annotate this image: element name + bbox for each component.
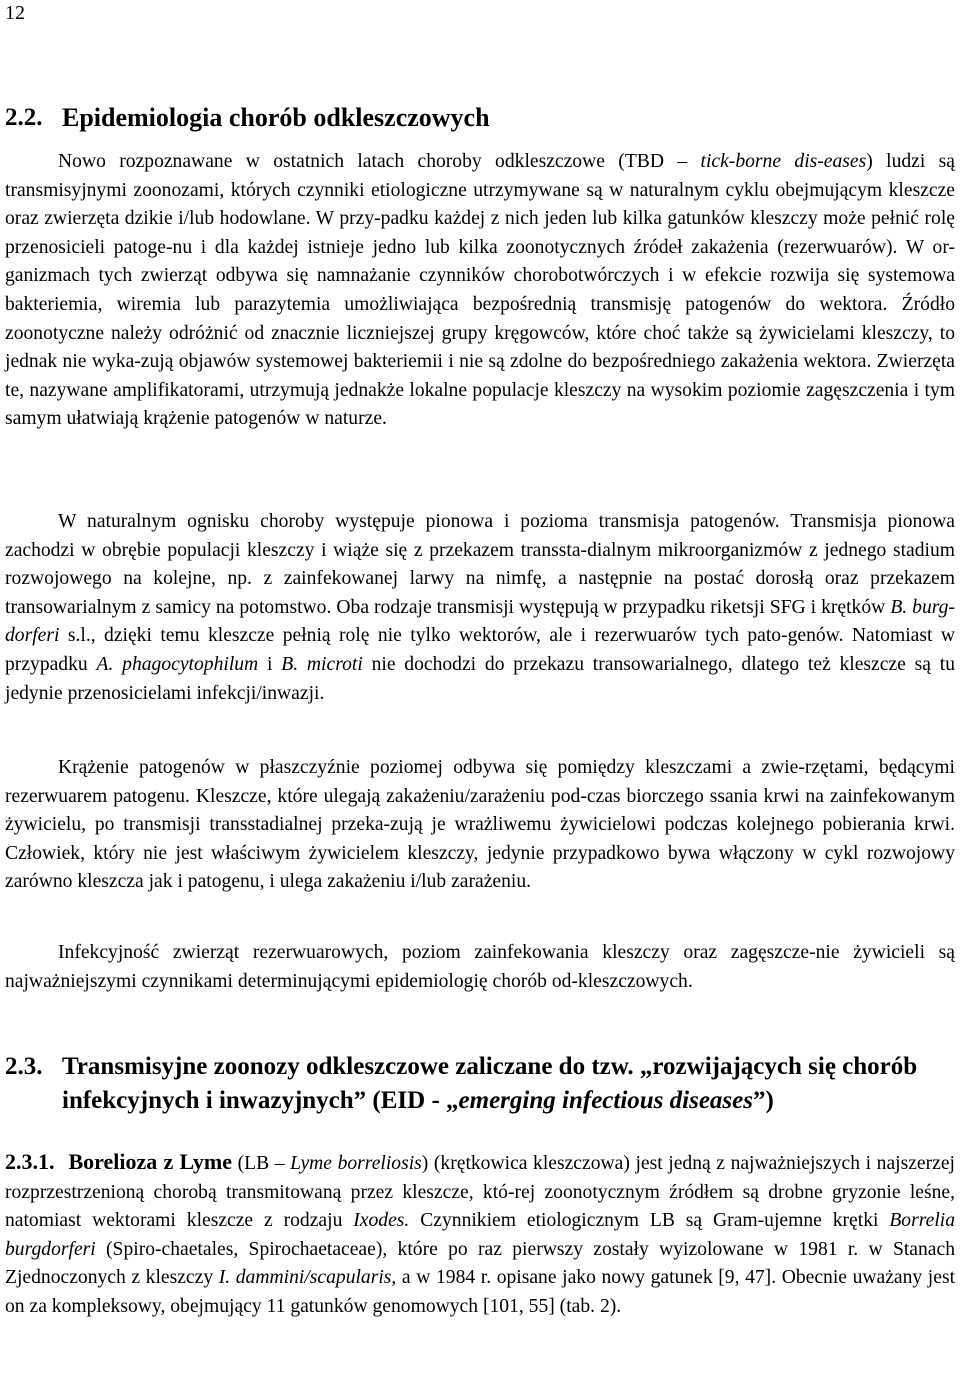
p2-text-e: i [258,653,282,675]
p3-text: Krążenie patogenów w płaszczyźnie poziomej odbywa się pomiędzy kleszczami a zwie-rzętami, będącymi rezerwuarem patogenu. Kleszcze, które ulegają zakażeniu/zarażeniu pod-czas biorczego ssania krwi na zainfekowanym żywicielu, po transmisji transstadialnej przeka-zują je wrażliwemu żywicielowi podczas kolejnego pobierania krwi. Człowiek, który nie jest właściwym żywicielem kleszczy, jedynie przypadkowo bywa włączony w cykl rozwojowy zarówno kleszcza jak i patogenu, i ulega zakażeniu i/lub zarażeniu. [5,757,955,893]
p2-species-b-burgdorferi: B. burg-dorferi [5,596,955,647]
p5-species-borrelia-burgdorferi: Borrelia burgdorferi [5,1210,956,1260]
section-title-text-c: ”) [752,1087,774,1114]
p5-genus-ixodes: Ixodes. [353,1210,410,1232]
paragraph-5 [5,1148,955,1322]
p1-term-tbd: tick-borne dis-eases [700,151,867,172]
p5-text-e: Czynnikiem etiologicznym LB są Gram-ujemne krętki [409,1210,890,1232]
p4-text: Infekcyjność zwierząt rezerwuarowych, poziom zainfekowania kleszczy oraz zagęszcze-nie żywicieli są najważniejszymi czynnikami determinującymi epidemiologię chorób od-kleszczowych. [5,942,955,992]
page-number: 12 [5,2,25,24]
p1-text-a: Nowo rozpoznawane w ostatnich latach choroby odkleszczowe (TBD – [58,151,701,172]
section-title: Epidemiologia chorób odkleszczowych [62,103,490,132]
section-heading-2-3 [5,1050,955,1118]
section-number: 2.3. [5,1053,43,1080]
p1-text-c: ) ludzi są transmisyjnymi zoonozami, których czynniki etiologiczne utrzymywane są w naturalnym cyklu obejmującym kleszcze oraz zwierzęta dzikie i/lub hodowlane. W przy-padku każdej z nich jeden lub kilka gatunków kleszczy może pełnić rolę przenosicieli patoge-nu i dla każdej istnieje jedno lub kilka zoonotycznych źródeł zakażenia (rezerwuarów). W or-ganizmach tych zwierząt odbywa się namnażanie czynników chorobotwórczych i w efekcie rozwija się systemowa bakteriemia, wiremia lub parazytemia umożliwiająca bezpośrednią transmisję patogenów do wektora. Źródło zoonotyczne należy odróżnić od znacznie liczniejszej grupy kręgowców, które choć także są żywicielami kleszczy, to jednak nie wyka-zują objawów systemowej bakteriemii i nie są zdolne do bezpośredniego zakażenia wektora. Zwierzęta te, nazywane amplifikatorami, utrzymują jednakże lokalne populacje kleszczy na wysokim poziomie zagęszczenia i tym samym ułatwiają krążenie patogenów w naturze. [5,151,955,430]
p5-text-i: a w 1984 r. opisane jako nowy gatunek [9, 47]. Obecnie uważany jest on za kompleksowy, obejmujący 11 gatunków genomowych [101, 55] (tab. 2). [5,1267,956,1317]
paragraph-4 [5,939,955,996]
p5-term-lyme-borreliosis: Lyme borreliosis [290,1153,422,1174]
subsection-title: Borelioza z Lyme [68,1149,232,1174]
p2-text-c: s.l., dzięki temu kleszcze pełnią rolę nie tylko wektorów, ale i rezerwuarów tych pato-genów. Natomiast w przypadku [5,625,955,675]
p5-species-i-dammini: I. dammini/scapularis, [218,1267,397,1289]
subsection-number: 2.3.1. [5,1149,55,1174]
section-title [5,1050,955,1118]
p5-text-a: (LB – [232,1153,291,1174]
section-number: 2.2. [5,104,43,131]
paragraph-3 [5,754,955,897]
p5-text-c: ) (krętkowica kleszczowa) jest jedną z najważniejszych i najszerzej rozprzestrzenioną chorobą transmitowaną przez kleszcze, któ-rej zoonotycznym źródłem są drobne gryzonie leśne, natomiast wektorami kleszcze z rodzaju [5,1153,955,1232]
p2-species-a-phagocytophilum: A. phagocytophilum [96,653,259,675]
paragraph-2 [5,508,955,708]
p2-species-b-microti: B. microti [281,653,363,675]
paragraph-1 [5,148,955,434]
p2-text-a: W naturalnym ognisku choroby występuje pionowa i pozioma transmisja patogenów. Transmisja pionowa zachodzi w obrębie populacji kleszczy i wiąże się z przekazem transsta-dialnym mikroorganizmów z jednego stadium rozwojowego na kolejne, np. z zainfekowanej larwy na nimfę, a następnie na postać dorosłą oraz przekazem transowarialnym z samicy na potomstwo. Oba rodzaje transmisji występują w przypadku riketsji SFG i krętków [5,511,955,618]
p2-text-g: nie dochodzi do przekazu transowarialnego, dlatego też kleszcze są tu jedynie przenosicielami infekcji/inwazji. [5,653,955,704]
section-title-text-a: Transmisyjne zoonozy odkleszczowe zaliczane do tzw. „rozwijających się chorób infekcyjnych i inwazyjnych” (EID - „ [62,1053,918,1114]
p5-text-g: (Spiro-chaetales, Spirochaetaceae), które po raz pierwszy zostały wyizolowane w 1981 r. w Stanach Zjednoczonych z kleszczy [5,1238,955,1289]
section-heading-2-2 [5,101,955,135]
section-title-eid: emerging infectious diseases [458,1087,753,1114]
